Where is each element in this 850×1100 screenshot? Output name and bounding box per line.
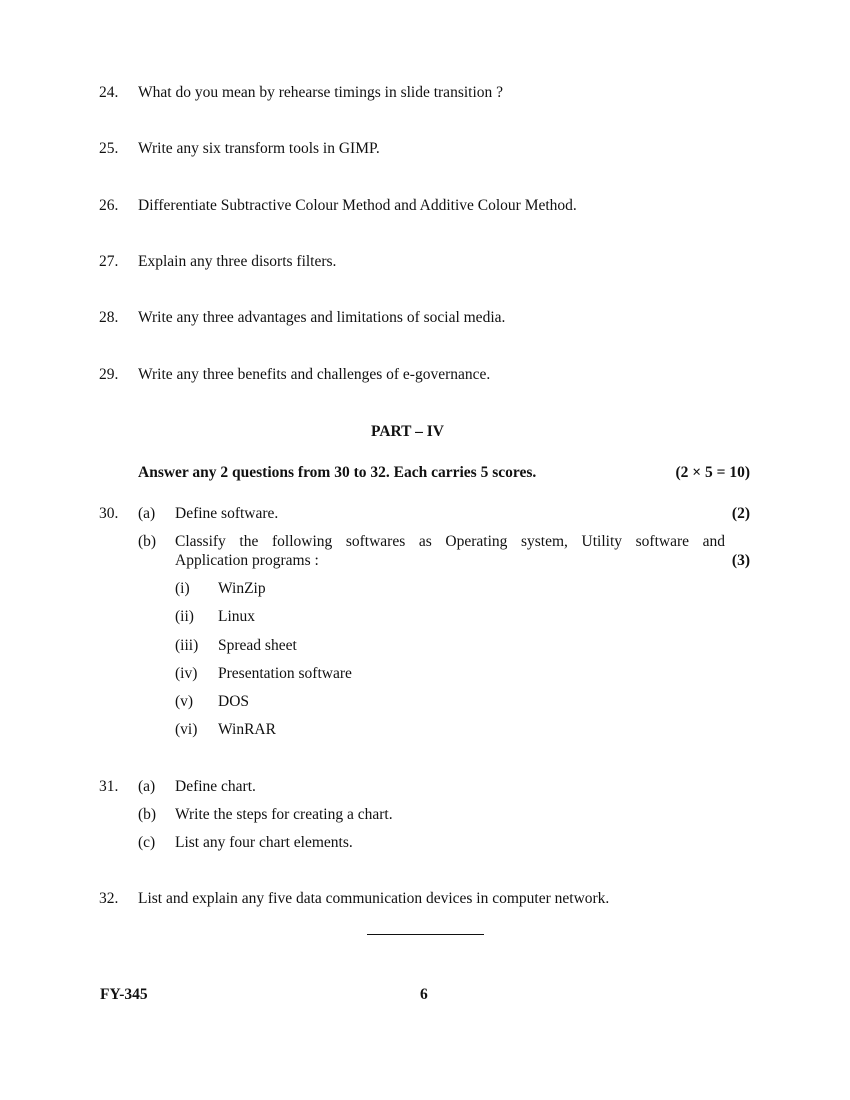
question-text: Differentiate Subtractive Colour Method and Additive Colour Method. bbox=[138, 197, 577, 214]
end-divider bbox=[367, 934, 484, 935]
list-item: Presentation software bbox=[218, 665, 352, 682]
list-item: WinZip bbox=[218, 580, 266, 597]
question-text: Explain any three disorts filters. bbox=[138, 253, 337, 270]
subpart-label: (b) bbox=[138, 533, 157, 550]
page-number: 6 bbox=[420, 986, 428, 1003]
question-number: 24. bbox=[99, 84, 119, 101]
question-text: List and explain any five data communication devices in computer network. bbox=[138, 890, 610, 907]
subpart-label: (b) bbox=[138, 806, 157, 823]
subpart-text: Classify the following softwares as Operating system, Utility software and bbox=[175, 533, 725, 550]
part-instruction: Answer any 2 questions from 30 to 32. Each carries 5 scores. bbox=[138, 464, 537, 481]
question-number: 32. bbox=[99, 890, 119, 907]
question-text: What do you mean by rehearse timings in slide transition ? bbox=[138, 84, 504, 101]
part-marks: (2 × 5 = 10) bbox=[675, 464, 750, 481]
list-item: Spread sheet bbox=[218, 637, 297, 654]
list-item-label: (i) bbox=[175, 580, 190, 597]
question-text: Write any six transform tools in GIMP. bbox=[138, 140, 380, 157]
list-item: WinRAR bbox=[218, 721, 276, 738]
question-number: 25. bbox=[99, 140, 119, 157]
question-number: 28. bbox=[99, 309, 119, 326]
paper-code: FY-345 bbox=[100, 986, 148, 1003]
list-item: Linux bbox=[218, 608, 256, 625]
question-number: 31. bbox=[99, 778, 119, 795]
subpart-marks: (3) bbox=[731, 552, 750, 569]
list-item-label: (v) bbox=[175, 693, 194, 710]
list-item-label: (iv) bbox=[175, 665, 198, 682]
subpart-marks: (2) bbox=[731, 505, 750, 522]
question-number: 29. bbox=[99, 366, 119, 383]
list-item: DOS bbox=[218, 693, 250, 710]
subpart-label: (a) bbox=[138, 505, 156, 522]
question-number: 27. bbox=[99, 253, 119, 270]
list-item-label: (ii) bbox=[175, 608, 194, 625]
question-number: 26. bbox=[99, 197, 119, 214]
subpart-text: Write the steps for creating a chart. bbox=[175, 806, 393, 823]
part-heading: PART – IV bbox=[371, 423, 444, 440]
subpart-text: Define software. bbox=[175, 505, 279, 522]
subpart-text-continued: Application programs : bbox=[175, 552, 319, 569]
subpart-text: List any four chart elements. bbox=[175, 834, 353, 851]
question-text: Write any three advantages and limitations of social media. bbox=[138, 309, 506, 326]
question-text: Write any three benefits and challenges of e-governance. bbox=[138, 366, 491, 383]
list-item-label: (iii) bbox=[175, 637, 199, 654]
subpart-text: Define chart. bbox=[175, 778, 256, 795]
question-number: 30. bbox=[99, 505, 119, 522]
subpart-label: (a) bbox=[138, 778, 156, 795]
list-item-label: (vi) bbox=[175, 721, 198, 738]
subpart-label: (c) bbox=[138, 834, 156, 851]
